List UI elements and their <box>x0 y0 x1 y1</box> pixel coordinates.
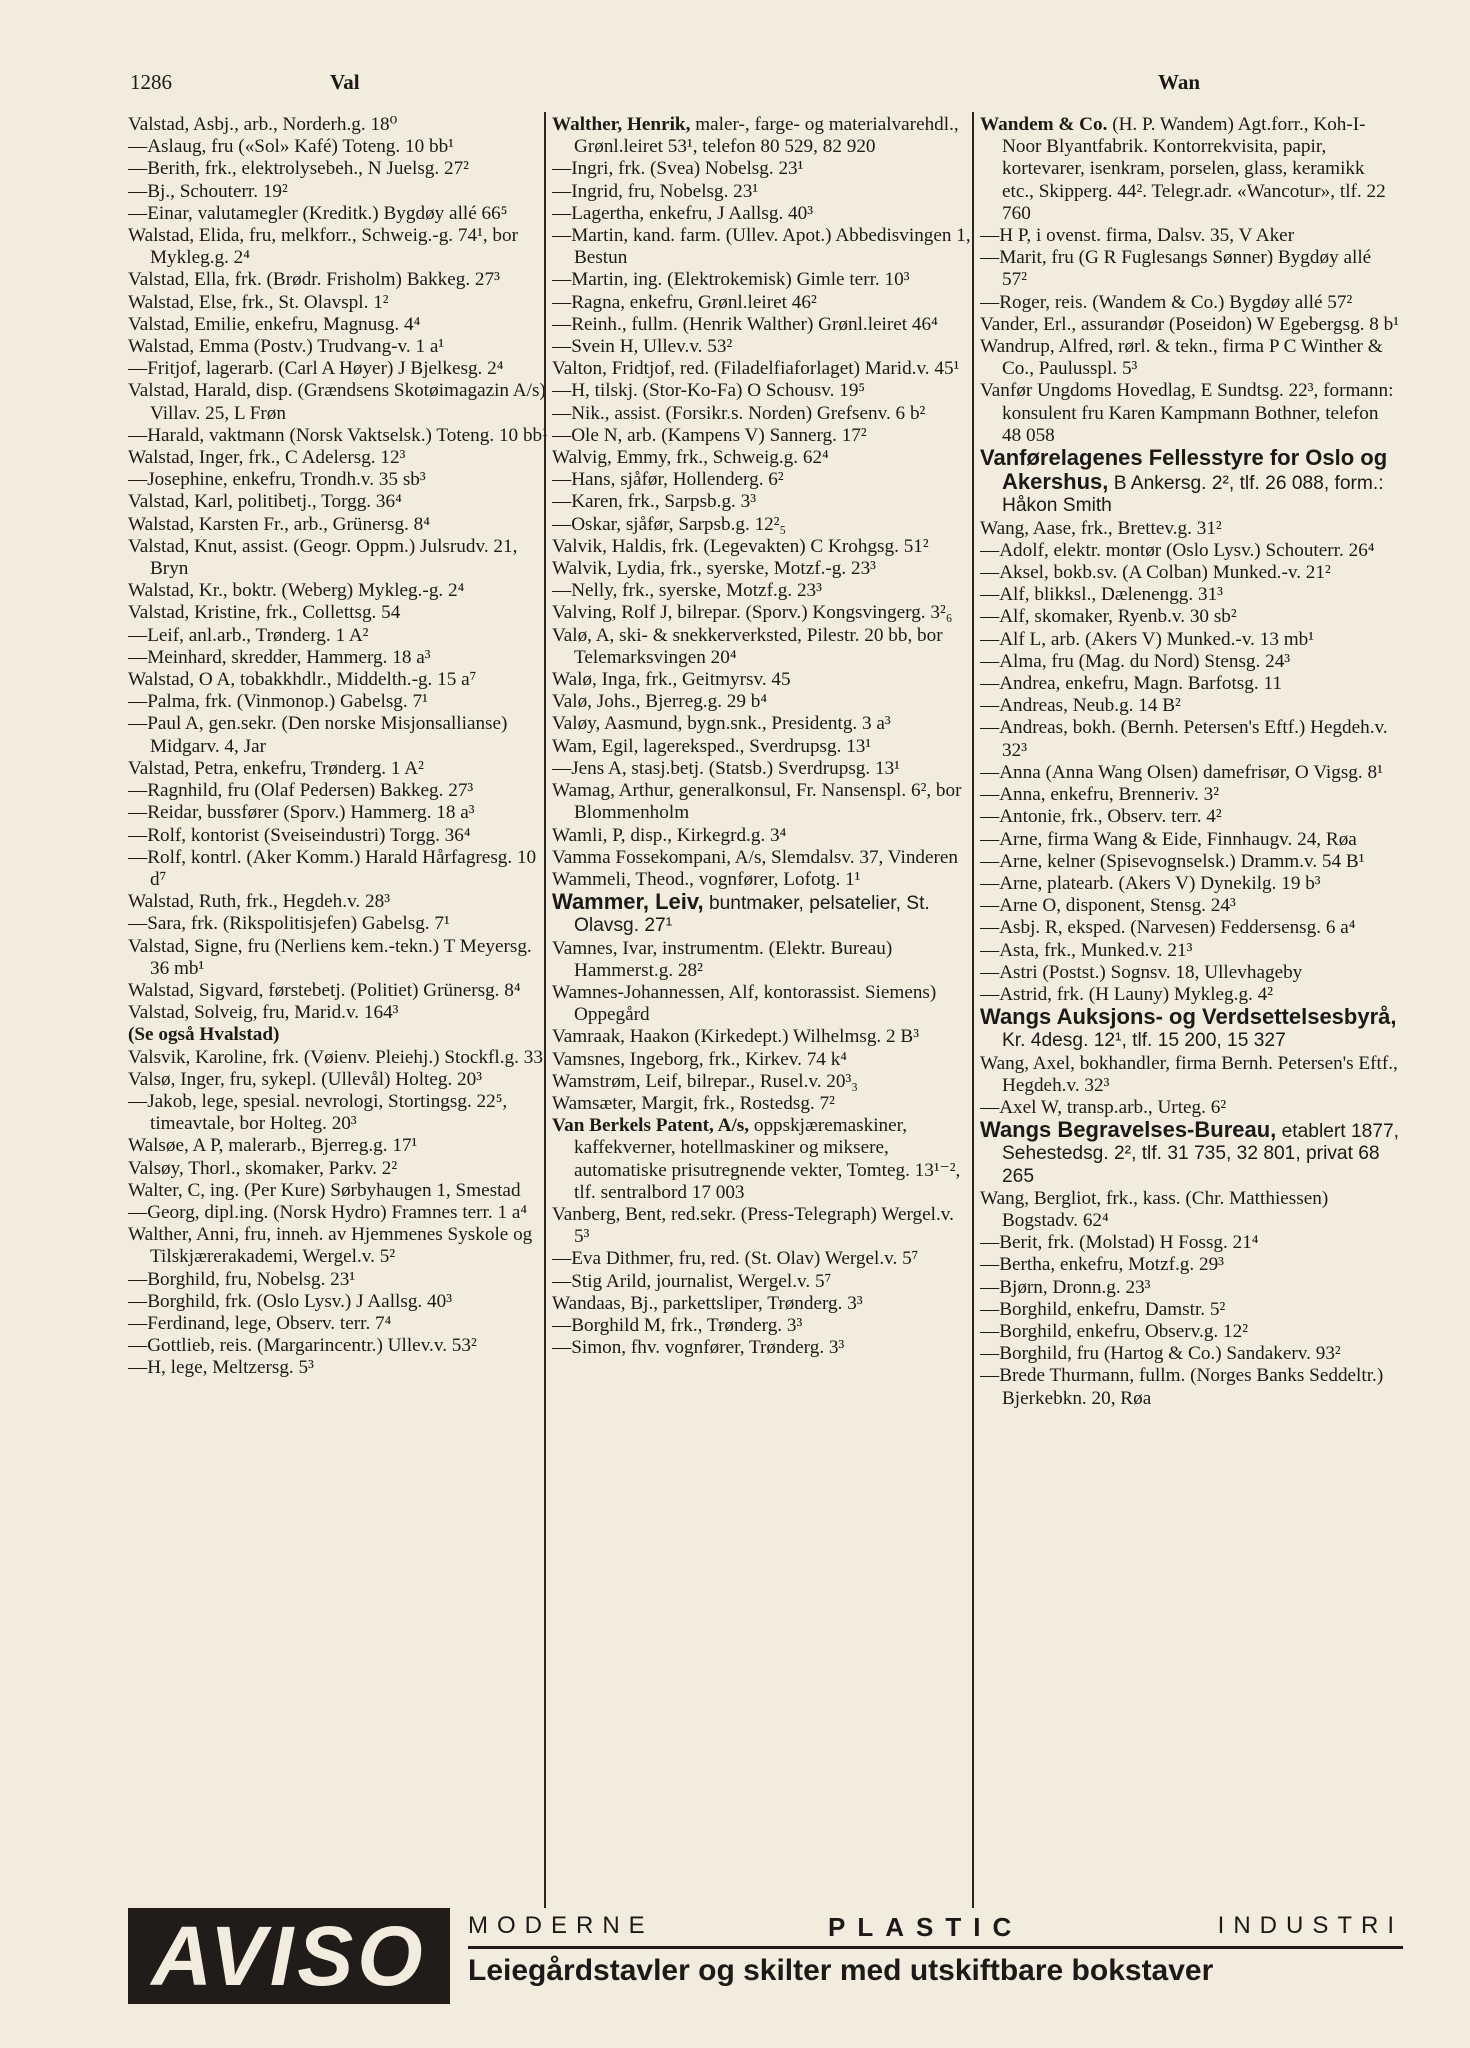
entry-text: Wamnes-Johannessen, Alf, kontorassist. Siemens) Oppegård <box>552 981 937 1026</box>
directory-entry <box>128 514 548 536</box>
entry-text: Walstad, Ruth, frk., Hegdeh.v. 28³ <box>128 891 390 913</box>
directory-entry <box>552 1248 972 1270</box>
entry-text: Walvig, Emmy, frk., Schweig.g. 62⁴ <box>552 447 829 469</box>
directory-entry <box>128 891 548 913</box>
directory-entry <box>128 1069 548 1091</box>
directory-entry <box>980 673 1400 695</box>
directory-entry <box>552 1315 972 1337</box>
directory-entry <box>552 181 972 203</box>
directory-entry <box>980 292 1400 314</box>
entry-text: Walstad, Elida, fru, melkforr., Schweig.-g. 74¹, bor Mykleg.g. 2⁴ <box>128 225 518 269</box>
directory-entry <box>980 225 1400 247</box>
directory-entry <box>128 1158 548 1180</box>
directory-entry <box>128 181 548 203</box>
entry-text: Walstad, O A, tobakkhdlr., Middelth.-g. 15 a⁷ <box>128 669 477 691</box>
directory-entry <box>128 536 548 580</box>
entry-text: —Borghild M, frk., Trønderg. 3³ <box>552 1314 803 1336</box>
entry-text: Valstad, Signe, fru (Nerliens kem.-tekn.) T Meyersg. 36 mb¹ <box>128 935 532 979</box>
entry-text: Valø, Johs., Bjerreg.g. 29 b⁴ <box>552 691 768 713</box>
directory-entry <box>980 380 1400 447</box>
entry-text: —Stig Arild, journalist, Wergel.v. 5⁷ <box>552 1270 832 1292</box>
entry-text: —Martin, ing. (Elektrokemisk) Gimle terr. 10³ <box>552 269 910 291</box>
directory-entry <box>128 758 548 780</box>
advertisement-banner <box>128 1908 1403 2008</box>
directory-entry <box>552 869 972 891</box>
directory-entry <box>128 1002 548 1024</box>
directory-entry <box>128 1047 548 1069</box>
entry-text: B Ankersg. 2², tlf. 26 088, form.: Håkon Smith <box>1002 473 1384 517</box>
entry-text: —Meinhard, skredder, Hammerg. 18 a³ <box>128 646 431 668</box>
directory-entry <box>552 938 972 982</box>
entry-text: —Fritjof, lagerarb. (Carl A Høyer) J Bjelkesg. 2⁴ <box>128 358 504 380</box>
directory-entry <box>128 780 548 802</box>
entry-bold-name: Wangs Auksjons- og Verdsettelsesbyrå, <box>980 1004 1397 1030</box>
entry-text: Walstad, Kr., boktr. (Weberg) Mykleg.-g. 2⁴ <box>128 580 465 602</box>
entry-text: —Leif, anl.arb., Trønderg. 1 A² <box>128 624 369 646</box>
directory-entry <box>128 1269 548 1291</box>
entry-text: —Georg, dipl.ing. (Norsk Hydro) Framnes terr. 1 a⁴ <box>128 1201 528 1223</box>
entry-text: etablert 1877, Sehestedsg. 2², tlf. 31 735, 32 801, privat 68 265 <box>1002 1121 1399 1187</box>
entry-text: —Ingri, frk. (Svea) Nobelsg. 23¹ <box>552 158 804 180</box>
directory-entry <box>552 403 972 425</box>
entry-text: Vanberg, Bent, red.sekr. (Press-Telegraph) Wergel.v. 5³ <box>552 1203 954 1248</box>
directory-entry <box>552 625 972 669</box>
directory-entry <box>552 1049 972 1071</box>
entry-text: Walstad, Sigvard, førstebetj. (Politiet) Grünersg. 8⁴ <box>128 979 521 1001</box>
entry-text: (H. P. Wandem) Agt.forr., Koh-I-Noor Blyantfabrik. Kontorrekvisita, papir, kortevarer, isenkram, porselen, glass, keramikk etc., Skipperg. 44². Telegr.adr. «Wancotur», tlf. 22 760 <box>1002 114 1386 224</box>
directory-entry <box>980 336 1400 380</box>
entry-text: —Ole N, arb. (Kampens V) Sannerg. 17² <box>552 424 867 446</box>
entry-text: —Asta, frk., Munked.v. 21³ <box>980 939 1193 961</box>
directory-entry <box>980 784 1400 806</box>
entry-text: —Borghild, enkefru, Damstr. 5² <box>980 1298 1226 1320</box>
directory-entry <box>980 447 1400 518</box>
entry-text: Wamag, Arthur, generalkonsul, Fr. Nansenspl. 6², bor Blommenholm <box>552 780 962 824</box>
directory-entry <box>128 847 548 891</box>
entry-text: —Nik., assist. (Forsikr.s. Norden) Grefsenv. 6 b² <box>552 402 926 424</box>
directory-entry <box>552 558 972 580</box>
entry-text: —Simon, fhv. vognfører, Trønderg. 3³ <box>552 1337 845 1359</box>
directory-entry <box>552 669 972 691</box>
directory-entry <box>552 847 972 869</box>
entry-text: Wamstrøm, Leif, bilrepar., Rusel.v. 20³₃ <box>552 1070 858 1092</box>
entry-text: Valstad, Karl, politibetj., Torgg. 36⁴ <box>128 491 402 513</box>
entry-text: Wandaas, Bj., parkettsliper, Trønderg. 3³ <box>552 1292 863 1314</box>
directory-entry <box>980 518 1400 540</box>
entry-text: —Arne, platearb. (Akers V) Dynekilg. 19 b³ <box>980 872 1321 894</box>
directory-entry <box>980 940 1400 962</box>
directory-entry <box>128 469 548 491</box>
directory-entry <box>128 691 548 713</box>
entry-text: Walstad, Inger, frk., C Adelersg. 12³ <box>128 447 406 469</box>
directory-entry <box>128 669 548 691</box>
directory-entry <box>980 1365 1400 1409</box>
entry-text: —Einar, valutamegler (Kreditk.) Bygdøy allé 66⁵ <box>128 202 508 224</box>
directory-entry <box>552 691 972 713</box>
entry-text: —Palma, frk. (Vinmonop.) Gabelsg. 7¹ <box>128 691 428 713</box>
directory-entry <box>128 913 548 935</box>
directory-column-1 <box>128 114 548 1904</box>
entry-text: —Borghild, fru (Hartog & Co.) Sandakerv. 93² <box>980 1343 1341 1365</box>
entry-text: Valstad, Emilie, enkefru, Magnusg. 4⁴ <box>128 313 421 335</box>
entry-text: —H, tilskj. (Stor-Ko-Fa) O Schousv. 19⁵ <box>552 380 866 402</box>
entry-text: Kr. 4desg. 12¹, tlf. 15 200, 15 327 <box>1002 1030 1286 1052</box>
directory-entry <box>552 514 972 536</box>
entry-text: Valstad, Petra, enkefru, Trønderg. 1 A² <box>128 757 424 779</box>
entry-text: Walstad, Karsten Fr., arb., Grünersg. 8⁴ <box>128 513 430 535</box>
directory-entry <box>128 1357 548 1379</box>
entry-text: —Alf L, arb. (Akers V) Munked.-v. 13 mb¹ <box>980 628 1315 650</box>
entry-text: —Eva Dithmer, fru, red. (St. Olav) Wergel.v. 5⁷ <box>552 1248 919 1270</box>
entry-text: —Borghild, enkefru, Observ.g. 12² <box>980 1320 1248 1342</box>
directory-entry <box>980 1097 1400 1119</box>
entry-bold-name: Vanførelagenes Fellesstyre for Oslo og Akershus, <box>980 445 1388 495</box>
entry-text: —Reidar, bussfører (Sporv.) Hammerg. 18 a³ <box>128 802 475 824</box>
directory-entry <box>128 647 548 669</box>
entry-text: —Asbj. R, eksped. (Narvesen) Feddersensg. 6 a⁴ <box>980 917 1356 939</box>
entry-text: Walstad, Emma (Postv.) Trudvang-v. 1 a¹ <box>128 336 445 358</box>
directory-entry <box>552 602 972 624</box>
entry-bold-name: Wammer, Leiv, <box>552 889 704 915</box>
entry-text: Valstad, Kristine, frk., Collettsg. 54 <box>128 602 401 624</box>
entry-text: —Borghild, frk. (Oslo Lysv.) J Aallsg. 40³ <box>128 1290 452 1312</box>
directory-entry <box>552 713 972 735</box>
directory-entry <box>552 269 972 291</box>
directory-entry <box>980 1277 1400 1299</box>
entry-text: Wamsæter, Margit, frk., Rostedsg. 7² <box>552 1092 835 1114</box>
entry-text: —Martin, kand. farm. (Ullev. Apot.) Abbedisvingen 1, Bestun <box>552 225 971 269</box>
directory-entry <box>128 314 548 336</box>
directory-entry <box>552 1093 972 1115</box>
entry-text: —Josephine, enkefru, Trondh.v. 35 sb³ <box>128 469 426 491</box>
entry-text: —Borghild, fru, Nobelsg. 23¹ <box>128 1268 356 1290</box>
entry-text: Valstad, Solveig, fru, Marid.v. 164³ <box>128 1002 399 1024</box>
directory-entry <box>552 225 972 269</box>
directory-entry <box>128 1091 548 1135</box>
entry-text: —Ragnhild, fru (Olaf Pedersen) Bakkeg. 27³ <box>128 780 474 802</box>
entry-text: —H P, i ovenst. firma, Dalsv. 35, V Aker <box>980 225 1295 247</box>
entry-text: —Andreas, Neub.g. 14 B² <box>980 695 1181 717</box>
entry-text: —Astri (Postst.) Sognsv. 18, Ullevhageby <box>980 961 1303 983</box>
entry-text: —Arne O, disponent, Stensg. 24³ <box>980 895 1236 917</box>
entry-text: —Jens A, stasj.betj. (Statsb.) Sverdrupsg. 13¹ <box>552 757 900 779</box>
directory-entry <box>552 314 972 336</box>
right-running-head: Wan <box>1158 70 1201 94</box>
directory-entry <box>980 247 1400 291</box>
directory-entry <box>980 314 1400 336</box>
entry-text: Valstad, Harald, disp. (Grændsens Skotøimagazin A/s) Villav. 25, L Frøn <box>128 380 546 424</box>
directory-entry <box>980 540 1400 562</box>
directory-entry <box>552 447 972 469</box>
directory-entry <box>128 1202 548 1224</box>
directory-entry <box>128 1135 548 1157</box>
entry-text: —Berith, frk., elektrolysebeh., N Juelsg. 27² <box>128 158 469 180</box>
entry-text: —H, lege, Meltzersg. 5³ <box>128 1357 314 1379</box>
directory-entry <box>980 762 1400 784</box>
directory-entry <box>980 1254 1400 1276</box>
directory-entry <box>552 358 972 380</box>
directory-entry <box>980 873 1400 895</box>
directory-column-2 <box>552 114 972 1904</box>
directory-entry <box>980 1006 1400 1052</box>
directory-entry <box>128 1313 548 1335</box>
entry-bold-name: Wangs Begravelses-Bureau, <box>980 1117 1277 1143</box>
entry-text: —Adolf, elektr. montør (Oslo Lysv.) Schouterr. 26⁴ <box>980 539 1375 561</box>
entry-text: —Nelly, frk., syerske, Motzf.g. 23³ <box>552 580 822 602</box>
entry-text: —Karen, frk., Sarpsb.g. 3³ <box>552 491 756 513</box>
directory-entry <box>552 1204 972 1248</box>
directory-entry <box>980 829 1400 851</box>
ad-word-moderne: MODERNE <box>468 1912 654 1939</box>
directory-entry <box>552 469 972 491</box>
entry-text: Valøy, Aasmund, bygn.snk., Presidentg. 3 a³ <box>552 713 891 735</box>
entry-text: Valstad, Knut, assist. (Geogr. Oppm.) Julsrudv. 21, Bryn <box>128 535 518 580</box>
directory-entry <box>552 536 972 558</box>
entry-text: Wammeli, Theod., vognfører, Lofotg. 1¹ <box>552 868 861 890</box>
entry-bold-name: Wandem & Co. <box>980 114 1108 135</box>
entry-text: —Arne, firma Wang & Eide, Finnhaugv. 24, Røa <box>980 828 1357 850</box>
entry-text: —Ferdinand, lege, Observ. terr. 7⁴ <box>128 1312 392 1334</box>
directory-entry <box>980 1188 1400 1232</box>
left-running-head: Val <box>330 70 360 94</box>
entry-text: —Ingrid, fru, Nobelsg. 23¹ <box>552 180 759 202</box>
entry-text: —Rolf, kontrl. (Aker Komm.) Harald Hårfagresg. 10 d⁷ <box>128 846 537 890</box>
entry-bold-name: Van Berkels Patent, A/s, <box>552 1115 750 1137</box>
entry-text: Vanfør Ungdoms Hovedlag, E Sundtsg. 22³, formann: konsulent fru Karen Kampmann Bothner, telefon 48 058 <box>980 380 1394 446</box>
entry-text: Vander, Erl., assurandør (Poseidon) W Egebergsg. 8 b¹ <box>980 313 1400 335</box>
directory-entry <box>128 1180 548 1202</box>
directory-entry <box>980 1232 1400 1254</box>
directory-entry <box>552 491 972 513</box>
directory-entry <box>552 1115 972 1204</box>
entry-text: Valø, A, ski- & snekkerverksted, Pilestr. 20 bb, bor Telemarksvingen 20⁴ <box>552 624 943 668</box>
entry-text: —Roger, reis. (Wandem & Co.) Bygdøy allé 57² <box>980 291 1353 313</box>
entry-text: Vamma Fossekompani, A/s, Slemdalsv. 37, Vinderen <box>552 846 959 868</box>
entry-text: —Arne, kelner (Spisevognselsk.) Dramm.v. 54 B¹ <box>980 850 1365 872</box>
entry-text: —Bj., Schouterr. 19² <box>128 180 288 202</box>
directory-entry <box>980 717 1400 761</box>
entry-text: —Alf, blikksl., Dælenengg. 31³ <box>980 584 1223 606</box>
entry-text: Valsøy, Thorl., skomaker, Parkv. 2² <box>128 1157 398 1179</box>
directory-entry <box>128 625 548 647</box>
directory-entry <box>128 602 548 624</box>
entry-text: Walther, Anni, fru, inneh. av Hjemmenes Syskole og Tilskjærerakademi, Wergel.v. 5² <box>128 1224 533 1268</box>
directory-entry <box>552 758 972 780</box>
directory-entry <box>980 1053 1400 1097</box>
directory-entry <box>980 962 1400 984</box>
entry-text: —Berit, frk. (Molstad) H Fossg. 21⁴ <box>980 1232 1259 1254</box>
aviso-logo: AVISO <box>128 1908 450 2004</box>
directory-entry <box>128 336 548 358</box>
column-divider <box>972 112 974 1908</box>
directory-entry <box>980 1321 1400 1343</box>
directory-entry <box>552 114 972 158</box>
directory-entry <box>980 629 1400 651</box>
directory-entry <box>980 1119 1400 1188</box>
directory-entry <box>552 1026 972 1048</box>
directory-column-3 <box>980 114 1400 1904</box>
entry-text: —Anna, enkefru, Brenneriv. 3² <box>980 784 1219 806</box>
directory-entry <box>980 1343 1400 1365</box>
entry-text: Wang, Aase, frk., Brettev.g. 31² <box>980 517 1222 539</box>
entry-text: Wam, Egil, lagereksped., Sverdrupsg. 13¹ <box>552 735 872 757</box>
entry-text: Walsøe, A P, malerarb., Bjerreg.g. 17¹ <box>128 1135 418 1157</box>
directory-entry <box>980 584 1400 606</box>
entry-text: Valving, Rolf J, bilrepar. (Sporv.) Kongsvingerg. 3²₆ <box>552 602 953 624</box>
directory-entry <box>980 917 1400 939</box>
entry-text: —Paul A, gen.sekr. (Den norske Misjonsallianse) Midgarv. 4, Jar <box>128 713 508 757</box>
entry-text: —Reinh., fullm. (Henrik Walther) Grønl.leiret 46⁴ <box>552 313 938 335</box>
directory-entry <box>980 651 1400 673</box>
entry-text: —Anna (Anna Wang Olsen) damefrisør, O Vigsg. 8¹ <box>980 761 1383 783</box>
entry-text: —Marit, fru (G R Fuglesangs Sønner) Bygdøy allé 57² <box>980 247 1372 291</box>
entry-text: —Alf, skomaker, Ryenb.v. 30 sb² <box>980 606 1237 628</box>
entry-text: —Aslaug, fru («Sol» Kafé) Toteng. 10 bb¹ <box>128 136 454 158</box>
directory-entry <box>980 984 1400 1006</box>
directory-entry <box>552 1271 972 1293</box>
directory-entry <box>552 158 972 180</box>
entry-text: —Jakob, lege, spesial. nevrologi, Stortingsg. 22⁵, timeavtale, bor Holteg. 20³ <box>128 1090 508 1135</box>
directory-entry <box>552 380 972 402</box>
directory-entry <box>128 1291 548 1313</box>
directory-entry <box>552 891 972 937</box>
entry-text: —Gottlieb, reis. (Margarincentr.) Ullev.v. 53² <box>128 1335 477 1357</box>
entry-text: —Brede Thurmann, fullm. (Norges Banks Seddeltr.) Bjerkebkn. 20, Røa <box>980 1365 1384 1409</box>
entry-text: maler-, farge- og materialvarehdl., Grønl.leiret 53¹, telefon 80 529, 82 920 <box>574 114 959 158</box>
entry-text: Walstad, Else, frk., St. Olavspl. 1² <box>128 291 389 313</box>
entry-text: Valsvik, Karoline, frk. (Vøienv. Pleiehj.) Stockfl.g. 33 <box>128 1046 543 1068</box>
entry-text: Valvik, Haldis, frk. (Legevakten) C Krohgsg. 51² <box>552 535 929 557</box>
entry-text: —Alma, fru (Mag. du Nord) Stensg. 24³ <box>980 650 1291 672</box>
directory-entry <box>980 114 1400 225</box>
directory-entry <box>552 825 972 847</box>
directory-entry <box>980 851 1400 873</box>
directory-entry <box>128 158 548 180</box>
entry-text: (Se også Hvalstad) <box>128 1024 280 1046</box>
entry-bold-name: Walther, Henrik, <box>552 114 691 135</box>
entry-text: Valton, Fridtjof, red. (Filadelfiaforlaget) Marid.v. 45¹ <box>552 358 960 380</box>
entry-text: Wang, Axel, bokhandler, firma Bernh. Petersen's Eftf., Hegdeh.v. 32³ <box>980 1052 1398 1096</box>
entry-text: Wamli, P, disp., Kirkegrd.g. 3⁴ <box>552 824 787 846</box>
entry-text: —Hans, sjåfør, Hollenderg. 6² <box>552 469 784 491</box>
directory-entry <box>128 292 548 314</box>
directory-entry <box>128 802 548 824</box>
directory-entry <box>128 825 548 847</box>
entry-text: —Bjørn, Dronn.g. 23³ <box>980 1276 1151 1298</box>
directory-entry <box>128 358 548 380</box>
directory-entry <box>552 736 972 758</box>
entry-text: —Andrea, enkefru, Magn. Barfotsg. 11 <box>980 673 1282 695</box>
entry-text: oppskjæremaskiner, kaffekverner, hotellmaskiner og miksere, automatiske prisutregnende vekter, Tomteg. 13¹⁻², tlf. sentralbord 17 003 <box>574 1115 961 1203</box>
entry-text: Valstad, Asbj., arb., Norderh.g. 18⁰ <box>128 114 398 135</box>
directory-entry <box>980 1299 1400 1321</box>
directory-entry <box>552 780 972 824</box>
directory-entry <box>980 895 1400 917</box>
entry-text: —Rolf, kontorist (Sveiseindustri) Torgg. 36⁴ <box>128 824 471 846</box>
directory-entry <box>552 1337 972 1359</box>
ad-tagline <box>468 1912 1403 1942</box>
directory-entry <box>552 292 972 314</box>
entry-text: —Lagertha, enkefru, J Aallsg. 40³ <box>552 202 813 224</box>
ad-word-industri: INDUSTRI <box>1217 1912 1403 1939</box>
entry-text: Vamsnes, Ingeborg, frk., Kirkev. 74 k⁴ <box>552 1048 847 1070</box>
directory-entry <box>552 580 972 602</box>
directory-entry <box>128 225 548 269</box>
directory-entry <box>128 380 548 424</box>
ad-word-plastic: PLASTIC <box>828 1912 1024 1942</box>
ad-divider <box>468 1946 1403 1949</box>
directory-entry <box>128 203 548 225</box>
entry-text: —Svein H, Ullev.v. 53² <box>552 336 733 358</box>
ad-slogan: Leiegårdstavler og skilter med utskiftbare bokstaver <box>468 1954 1214 1987</box>
entry-text: —Sara, frk. (Rikspolitisjefen) Gabelsg. 7¹ <box>128 913 450 935</box>
entry-text: —Aksel, bokb.sv. (A Colban) Munked.-v. 21² <box>980 562 1331 584</box>
entry-text: Walvik, Lydia, frk., syerske, Motzf.-g. 23³ <box>552 558 876 580</box>
directory-entry <box>552 425 972 447</box>
entry-text: buntmaker, pelsatelier, St. Olavsg. 27¹ <box>574 893 930 937</box>
entry-text: Vamnes, Ivar, instrumentm. (Elektr. Bureau) Hammerst.g. 28² <box>552 937 893 981</box>
entry-text: Vamraak, Haakon (Kirkedept.) Wilhelmsg. 2 B³ <box>552 1026 919 1048</box>
directory-entry <box>552 336 972 358</box>
entry-text: —Andreas, bokh. (Bernh. Petersen's Eftf.) Hegdeh.v. 32³ <box>980 717 1388 761</box>
directory-entry <box>980 695 1400 717</box>
directory-entry <box>552 1293 972 1315</box>
entry-text: —Antonie, frk., Observ. terr. 4² <box>980 806 1222 828</box>
entry-text: Wandrup, Alfred, rørl. & tekn., firma P C Winther & Co., Paulusspl. 5³ <box>980 336 1383 380</box>
cross-reference-note <box>128 1024 548 1046</box>
directory-entry <box>128 1335 548 1357</box>
directory-entry <box>128 1224 548 1268</box>
entry-text: —Ragna, enkefru, Grønl.leiret 46² <box>552 291 817 313</box>
directory-entry <box>980 606 1400 628</box>
entry-text: —Bertha, enkefru, Motzf.g. 29³ <box>980 1254 1224 1276</box>
entry-text: —Harald, vaktmann (Norsk Vaktselsk.) Toteng. 10 bb¹ <box>128 424 548 446</box>
directory-entry <box>128 936 548 980</box>
directory-entry <box>128 269 548 291</box>
directory-entry <box>128 114 548 136</box>
directory-entry <box>128 713 548 757</box>
entry-text: —Oskar, sjåfør, Sarpsb.g. 12²₅ <box>552 513 787 535</box>
entry-text: Wang, Bergliot, frk., kass. (Chr. Matthiessen) Bogstadv. 62⁴ <box>980 1187 1329 1231</box>
directory-entry <box>128 491 548 513</box>
column-divider <box>544 112 546 1908</box>
directory-entry <box>128 425 548 447</box>
directory-entry <box>552 982 972 1026</box>
directory-entry <box>980 806 1400 828</box>
page-number: 1286 <box>130 70 172 94</box>
directory-entry <box>128 980 548 1002</box>
entry-text: Valstad, Ella, frk. (Brødr. Frisholm) Bakkeg. 27³ <box>128 269 500 291</box>
directory-entry <box>128 136 548 158</box>
entry-text: Walter, C, ing. (Per Kure) Sørbyhaugen 1, Smestad <box>128 1179 521 1201</box>
directory-entry <box>552 203 972 225</box>
directory-entry <box>980 562 1400 584</box>
entry-text: —Axel W, transp.arb., Urteg. 6² <box>980 1096 1227 1118</box>
directory-entry <box>128 447 548 469</box>
entry-text: Valsø, Inger, fru, sykepl. (Ullevål) Holteg. 20³ <box>128 1068 483 1090</box>
entry-text: Walø, Inga, frk., Geitmyrsv. 45 <box>552 669 791 691</box>
directory-entry <box>128 580 548 602</box>
directory-entry <box>552 1071 972 1093</box>
entry-text: —Astrid, frk. (H Launy) Mykleg.g. 4² <box>980 983 1273 1005</box>
